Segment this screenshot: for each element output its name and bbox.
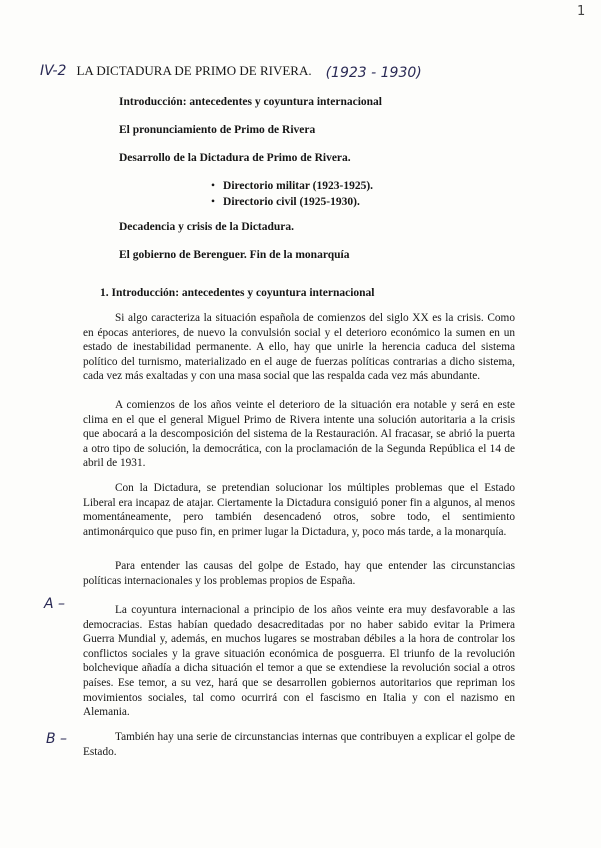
toc-desarrollo: Desarrollo de la Dictadura de Primo de Rivera.	[119, 152, 351, 164]
section-heading: 1. Introducción: antecedentes y coyuntura internacional	[100, 287, 375, 299]
paragraph-4: Para entender las causas del golpe de Estado, hay que entender las circunstancias políticas internacionales y los problemas propios de España.	[83, 560, 515, 587]
toc-berenguer: El gobierno de Berenguer. Fin de la monarquía	[119, 249, 350, 261]
dates-handwritten: (1923 - 1930)	[325, 65, 422, 81]
paragraph-6: También hay una serie de circunstancias internas que contribuyen a explicar el golpe de Estado.	[83, 731, 515, 758]
toc-sub-items	[211, 178, 373, 210]
document-title	[40, 62, 580, 84]
paragraph-2: A comienzos de los años veinte el deterioro de la situación era notable y será en este clima en el que el general Miguel Primo de Rivera intente una solución autoritaria a la crisis que abocará a la descomposición del sistema de la Restauración. Al fracasar, se abrió la puerta a otro tipo de solución, la democrática, con la proclamación de la Segunda República el 14 de abril de 1931.	[83, 399, 515, 470]
margin-mark-b: B –	[46, 731, 68, 747]
toc-pronunciamiento: El pronunciamiento de Primo de Rivera	[119, 124, 316, 136]
toc-intro: Introducción: antecedentes y coyuntura internacional	[119, 96, 383, 108]
paragraph-3: Con la Dictadura, se pretendian solucionar los múltiples problemas que el Estado Liberal era incapaz de atajar. Ciertamente la Dictadura consiguió poner fin a algunos, al menos momentáneamente, pero también desencadenó otros, sobre todo, el sentimiento antimonárquico que puso fin, en primer lugar la Dictadura, y, poco más tarde, a la monarquía.	[83, 482, 515, 538]
paragraph-5: La coyuntura internacional a principio de los años veinte era muy desfavorable a las democracias. Estas habían quedado desacreditadas por no haber sabido evitar la Primera Guerra Mundial y, además, en muchos lugares se mostraban débiles a la hora de controlar los conflictos sociales y la grave situación económica de posguerra. El triunfo de la revolución bolchevique añadía a dicha situación el temor a que se extendiese la revolución social a otros países. Ese temor, a su vez, hará que se desarrollen gobiernos autoritarios que repriman los movimientos sociales, tal como ocurrirá con el fascismo en Italia y con el nazismo en Alemania.	[83, 604, 515, 719]
toc-sub-item-militar: • Directorio militar (1923-1925).	[211, 178, 373, 194]
title-text: LA DICTADURA DE PRIMO DE RIVERA.	[76, 63, 312, 78]
margin-mark-a: A –	[44, 596, 66, 612]
toc-decadencia: Decadencia y crisis de la Dictadura.	[119, 221, 295, 233]
page-number: 1	[577, 4, 586, 19]
section-number-handwritten: IV-2	[40, 63, 67, 79]
toc-sub-item-civil: • Directorio civil (1925-1930).	[211, 194, 373, 210]
paragraph-1: Si algo caracteriza la situación española de comienzos del siglo XX es la crisis. Como en épocas anteriores, de nuevo la convulsión social y el deterioro económico la sumen en un estado de inestabilidad permanente. A ello, hay que unirle la herencia caduca del sistema político del turnismo, materializado en el auge de fuerzas políticas contrarias a dicho sistema, cada vez más exaltadas y con una masa social que las respalda cada vez más abundante.	[83, 312, 515, 383]
